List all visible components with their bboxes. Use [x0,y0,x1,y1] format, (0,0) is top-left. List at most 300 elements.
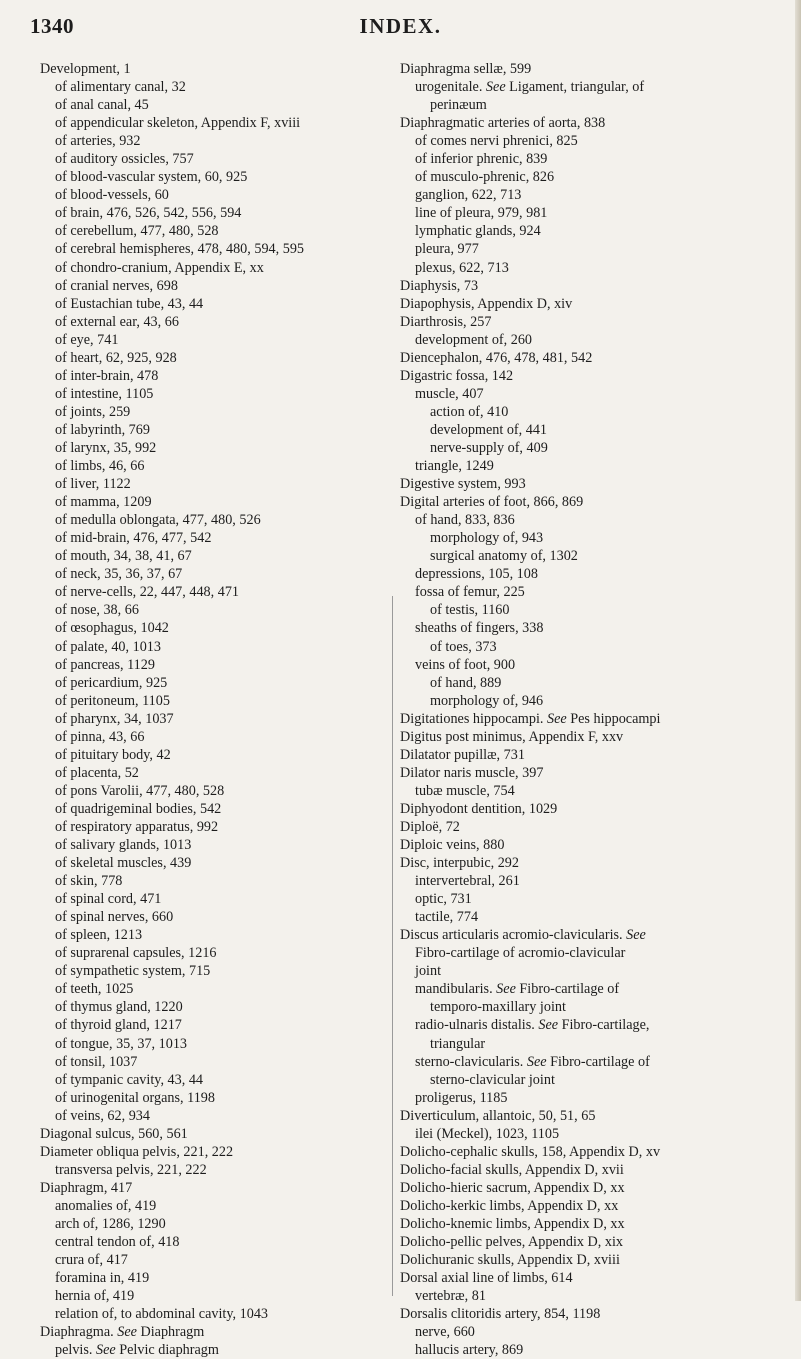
index-entry [400,1287,775,1305]
see-reference: See [496,981,516,998]
index-entry-text: Dolicho-pellic pelves, Appendix D, xix [400,1234,624,1251]
index-entry-text: optic, 731 [415,891,472,908]
index-entry-text: of blood-vascular system, 60, 925 [55,169,248,186]
index-entry-text: intervertebral, 261 [415,873,520,890]
index-entry [40,1125,395,1143]
index-entry-text: hallucis artery, 869 [415,1342,524,1359]
index-entry [40,349,395,367]
index-entry [400,890,775,908]
index-entry-text: of tympanic cavity, 43, 44 [55,1071,204,1088]
index-entry-text: Digastric fossa, 142 [400,367,514,384]
index-entry-text: of œsophagus, 1042 [55,620,169,637]
index-entry [400,132,775,150]
index-entry [400,908,775,926]
index-entry-text: of inter-brain, 478 [55,367,159,384]
index-entry [40,1035,395,1053]
index-entry [40,890,395,908]
index-entry [400,186,775,204]
see-reference: See [538,1017,559,1034]
index-entry-text: action of, 410 [430,403,509,420]
index-entry [40,619,395,637]
index-entry [400,1305,775,1323]
index-entry-text: of joints, 259 [55,403,131,420]
index-entry [40,78,395,96]
index-entry-text: muscle, 407 [415,385,484,402]
index-entry [400,1016,775,1052]
index-entry-text: Digitus post minimus, Appendix F, xxv [400,728,624,745]
index-entry [400,168,775,186]
index-entry [400,1197,775,1215]
index-entry [400,619,775,637]
index-entry [40,421,395,439]
index-entry [40,692,395,710]
index-entry [40,1269,395,1287]
index-entry [400,1179,775,1197]
index-entry-text: Diencephalon, 476, 478, 481, 542 [400,349,593,366]
index-entry [40,277,395,295]
index-entry-text: of respiratory apparatus, 992 [55,818,219,835]
index-entry [40,764,395,782]
index-entry-text: of larynx, 35, 992 [55,439,157,456]
index-entry [400,204,775,222]
index-entry [400,150,775,168]
page-edge [795,0,801,1301]
index-entry-text: development of, 260 [415,331,533,348]
index-entry [40,836,395,854]
index-entry-text: foramina in, 419 [55,1270,150,1287]
index-entry-text: Dolicho-kerkic limbs, Appendix D, xx [400,1197,619,1214]
index-entry-text: of nose, 38, 66 [55,602,139,619]
index-entry-text: of eye, 741 [55,331,119,348]
index-entry-text: veins of foot, 900 [415,656,516,673]
see-target: Pelvic diaphragm [115,1342,219,1359]
index-entry [40,475,395,493]
index-entry-text: tactile, 774 [415,909,479,926]
index-entry-text: of Eustachian tube, 43, 44 [55,295,204,312]
index-entry-text: of tonsil, 1037 [55,1053,138,1070]
index-entry [40,150,395,168]
page-number: 1340 [30,14,74,38]
index-entry-text: Development, 1 [40,61,131,77]
index-entry-text: morphology of, 946 [430,692,544,709]
index-entry [400,511,775,529]
index-entry-text: of pharynx, 34, 1037 [55,710,174,727]
see-target: Fibro-cartilage of [546,1053,650,1070]
index-entry [400,1107,775,1125]
index-entry [400,313,775,331]
index-entry-text: Diaphragmatic arteries of aorta, 838 [400,115,606,132]
index-entry [400,764,775,782]
index-entry-text: of inferior phrenic, 839 [415,151,548,168]
index-entry [40,1161,395,1179]
index-entry-text: of spinal nerves, 660 [55,909,174,926]
index-entry-text: morphology of, 943 [430,530,544,547]
index-entry [400,1233,775,1251]
index-entry-text: Dolicho-knemic limbs, Appendix D, xx [400,1216,625,1232]
index-entry [40,1179,395,1197]
index-entry [400,583,775,601]
index-entry-text: of quadrigeminal bodies, 542 [55,800,222,817]
index-entry-text: of medulla oblongata, 477, 480, 526 [55,512,261,529]
index-entry-text: Diverticulum, allantoic, 50, 51, 65 [400,1107,596,1124]
index-entry [40,511,395,529]
index-entry [40,1197,395,1215]
index-entry-text: vertebræ, 81 [415,1288,486,1305]
index-entry-text: urogenitale. [415,79,486,96]
index-entry [400,277,775,295]
index-entry-text: of sympathetic system, 715 [55,963,211,980]
index-entry-text: of pituitary body, 42 [55,746,171,763]
index-entry-text: of pons Varolii, 477, 480, 528 [55,782,225,799]
index-entry-text: of mouth, 34, 38, 41, 67 [55,548,192,565]
index-entry-continuation: sterno-clavicular joint [430,1071,555,1088]
index-entry [400,674,775,692]
index-entry [400,421,775,439]
index-entry [40,1287,395,1305]
see-target: Ligament, triangular, of [505,79,645,96]
index-entry [400,114,775,132]
index-entry [40,204,395,222]
index-entry-text: of palate, 40, 1013 [55,638,161,655]
index-entry [400,656,775,674]
index-entry [400,1251,775,1269]
index-entry [40,493,395,511]
index-entry [40,1251,395,1269]
index-entry [40,96,395,114]
index-entry [400,638,775,656]
index-entry [40,529,395,547]
index-entry-text: central tendon of, 418 [55,1234,180,1251]
index-entry [400,728,775,746]
index-entry-text: Diagonal sulcus, 560, 561 [40,1125,188,1142]
index-entry-text: of limbs, 46, 66 [55,458,145,475]
index-entry [400,980,775,1016]
index-entry-continuation: temporo-maxillary joint [430,999,566,1016]
index-entry-text: of thyroid gland, 1217 [55,1017,182,1034]
index-entry [40,710,395,728]
index-entry-text: of pinna, 43, 66 [55,728,145,745]
index-entry [40,60,395,78]
index-entry-text: development of, 441 [430,421,548,438]
index-entry-text: transversa pelvis, 221, 222 [55,1161,207,1178]
index-entry-text: of cerebellum, 477, 480, 528 [55,223,219,240]
index-entry [40,259,395,277]
index-entry [40,601,395,619]
index-entry [40,962,395,980]
index-entry-text: surgical anatomy of, 1302 [430,548,578,565]
index-entry [40,385,395,403]
index-entry [40,295,395,313]
index-entry [400,403,775,421]
index-entry [40,1305,395,1323]
index-entry [400,60,775,78]
index-entry-text: crura of, 417 [55,1252,128,1269]
index-entry [40,168,395,186]
index-entry [40,1341,395,1359]
index-entry-text: of tongue, 35, 37, 1013 [55,1035,188,1052]
index-entry-text: of toes, 373 [430,638,497,655]
index-entry [40,908,395,926]
index-entry-text: Diploic veins, 880 [400,837,505,854]
index-entry-text: Diaphragma sellæ, 599 [400,61,532,77]
index-entry-text: of thymus gland, 1220 [55,999,183,1016]
index-entry [40,1107,395,1125]
index-entry-text: Digital arteries of foot, 866, 869 [400,494,584,511]
index-entry-text: of teeth, 1025 [55,981,134,998]
index-entry-text: radio-ulnaris distalis. [415,1017,539,1034]
index-entry-text: of labyrinth, 769 [55,421,150,438]
index-entry-text: sheaths of fingers, 338 [415,620,544,637]
index-entry [400,565,775,583]
index-entry [400,1341,775,1359]
index-entry [40,1143,395,1161]
index-entry [400,457,775,475]
index-entry-text: Dorsal axial line of limbs, 614 [400,1270,573,1287]
index-entry [40,782,395,800]
index-entry-text: of hand, 833, 836 [415,512,515,529]
index-entry [40,331,395,349]
index-entry [400,1215,775,1233]
index-entry [40,1233,395,1251]
index-entry-text: Diphyodont dentition, 1029 [400,800,558,817]
see-reference: See [546,710,567,727]
index-entry [400,493,775,511]
index-entry-text: line of pleura, 979, 981 [415,205,548,222]
index-entry-text: Dolicho-hieric sacrum, Appendix D, xx [400,1179,625,1196]
index-entry-text: Dilatator pupillæ, 731 [400,746,525,763]
index-entry-text: of auditory ossicles, 757 [55,151,194,168]
index-entry [40,222,395,240]
index-entry-text: of mid-brain, 476, 477, 542 [55,530,212,547]
index-entry-text: Disc, interpubic, 292 [400,855,519,872]
index-entry [40,403,395,421]
index-entry [400,295,775,313]
index-entry-text: Diapophysis, Appendix D, xiv [400,295,573,312]
see-reference: See [95,1342,116,1359]
index-entry [40,1215,395,1233]
index-entry [40,800,395,818]
index-entry-text: ganglion, 622, 713 [415,187,522,204]
index-entry-text: Diploë, 72 [400,818,460,835]
index-entry-text: of arteries, 932 [55,133,141,150]
index-entry [400,240,775,258]
index-entry-text: of salivary glands, 1013 [55,837,192,854]
see-reference: See [626,927,646,944]
index-entry-text: of neck, 35, 36, 37, 67 [55,566,183,583]
index-entry-text: anomalies of, 419 [55,1197,157,1214]
index-entry [40,547,395,565]
index-entry-continuation: triangular [430,1035,486,1052]
index-entry-text: pelvis. [55,1342,96,1359]
index-entry [40,872,395,890]
index-entry [400,1143,775,1161]
index-entry-text: of pericardium, 925 [55,674,168,691]
index-entry-text: of brain, 476, 526, 542, 556, 594 [55,205,242,222]
index-entry-text: of alimentary canal, 32 [55,79,186,96]
index-entry-text: of liver, 1122 [55,476,131,493]
column-divider [392,596,393,1296]
index-entry-text: of skin, 778 [55,873,123,890]
see-reference: See [117,1324,137,1341]
index-entry-text: of comes nervi phrenici, 825 [415,133,578,150]
index-entry-text: of skeletal muscles, 439 [55,855,192,872]
index-entry [400,475,775,493]
index-entry [400,710,775,728]
index-entry-text: of urinogenital organs, 1198 [55,1089,215,1106]
index-entry [40,998,395,1016]
page-header [0,14,801,48]
index-entry-text: of anal canal, 45 [55,97,149,114]
index-entry [400,1323,775,1341]
index-entry [400,800,775,818]
index-entry-text: nerve, 660 [415,1324,475,1341]
index-entry [400,746,775,764]
index-entry [40,746,395,764]
index-entry-continuation: joint [415,963,442,980]
index-entry-text: of appendicular skeleton, Appendix F, xviii [55,115,301,132]
index-entry [400,601,775,619]
index-entry [400,926,775,980]
index-entry-text: of suprarenal capsules, 1216 [55,945,217,962]
index-entry-text: Dolichuranic skulls, Appendix D, xviii [400,1252,620,1269]
index-entry-text: sterno-clavicularis. [415,1053,527,1070]
index-entry [400,1269,775,1287]
index-entry [400,854,775,872]
index-entry [400,331,775,349]
index-entry [400,439,775,457]
index-entry-text: of placenta, 52 [55,764,139,781]
see-reference: See [526,1053,547,1070]
index-entry-text: Diameter obliqua pelvis, 221, 222 [40,1143,234,1160]
index-entry-text: of hand, 889 [430,674,502,691]
index-entry-text: Dorsalis clitoridis artery, 854, 1198 [400,1306,601,1323]
index-entry [40,367,395,385]
index-entry-text: of veins, 62, 934 [55,1107,150,1124]
index-entry [400,259,775,277]
index-entry [40,114,395,132]
index-entry-text: Digestive system, 993 [400,476,526,493]
index-entry-text: Diaphragma. [40,1324,118,1341]
index-entry-text: proligerus, 1185 [415,1089,508,1106]
index-entry [400,529,775,547]
see-target: Fibro-cartilage of [515,981,620,998]
index-entry-text: Diarthrosis, 257 [400,313,492,330]
index-entry [400,836,775,854]
index-entry-text: Diaphysis, 73 [400,277,479,294]
index-entry-text: tubæ muscle, 754 [415,782,515,799]
index-entry-text: of intestine, 1105 [55,385,154,402]
index-entry-text: depressions, 105, 108 [415,566,538,583]
index-entry-continuation: perinæum [430,97,487,114]
index-entry-text: plexus, 622, 713 [415,259,509,276]
index-entry [40,132,395,150]
index-entry-text: of chondro-cranium, Appendix E, xx [55,259,264,276]
index-entry-text: pleura, 977 [415,241,479,258]
index-entry-text: of nerve-cells, 22, 447, 448, 471 [55,584,240,601]
index-entry [40,583,395,601]
index-entry [40,674,395,692]
index-entry-text: Dolicho-cephalic skulls, 158, Appendix D, xv [400,1143,661,1160]
index-entry [40,818,395,836]
index-entry-text: of peritoneum, 1105 [55,692,170,709]
index-entry [40,313,395,331]
index-entry-text: nerve-supply of, 409 [430,439,548,456]
index-entry [400,872,775,890]
index-entry-text: Dolicho-facial skulls, Appendix D, xvii [400,1161,624,1178]
index-entry-text: Dilator naris muscle, 397 [400,764,544,781]
index-entry-text: of testis, 1160 [430,602,510,619]
index-entry [40,944,395,962]
index-column-right [400,60,775,1359]
index-entry-text: of cerebral hemispheres, 478, 480, 594, 595 [55,241,305,258]
index-entry [400,222,775,240]
index-entry [40,1053,395,1071]
index-entry [40,926,395,944]
index-entry [40,980,395,998]
index-entry-text: ilei (Meckel), 1023, 1105 [415,1125,560,1142]
index-entry [400,1161,775,1179]
index-entry [40,638,395,656]
index-entry [40,1323,395,1341]
index-entry [400,547,775,565]
index-entry-text: of external ear, 43, 66 [55,313,179,330]
index-entry-text: Diaphragm, 417 [40,1179,133,1196]
index-entry-text: mandibularis. [415,981,497,998]
index-entry [400,1125,775,1143]
see-reference: See [485,79,506,96]
index-entry [40,186,395,204]
index-entry-text: of spleen, 1213 [55,927,143,944]
index-entry [400,782,775,800]
index-entry [400,1053,775,1089]
index-entry-text: triangle, 1249 [415,458,494,475]
index-entry [400,349,775,367]
index-entry-text: of spinal cord, 471 [55,891,162,908]
index-entry [40,1071,395,1089]
index-entry-text: lymphatic glands, 924 [415,223,541,240]
index-entry [40,565,395,583]
index-column-left [40,60,395,1359]
see-target: Diaphragm [136,1324,205,1341]
index-entry-text: Digitationes hippocampi. [400,710,547,727]
index-entry [400,367,775,385]
index-entry [400,692,775,710]
index-entry-text: of pancreas, 1129 [55,656,155,673]
index-entry-text: hernia of, 419 [55,1288,135,1305]
index-entry-continuation: Fibro-cartilage of acromio-clavicular [415,945,626,962]
index-entry-text: relation of, to abdominal cavity, 1043 [55,1306,269,1323]
index-entry [40,457,395,475]
index-entry [400,78,775,114]
index-entry [40,439,395,457]
index-entry [400,385,775,403]
index-entry-text: of musculo-phrenic, 826 [415,169,555,186]
running-head: INDEX. [359,14,442,38]
index-entry-text: arch of, 1286, 1290 [55,1216,166,1232]
index-entry [40,240,395,258]
see-target: Fibro-cartilage, [558,1017,650,1034]
index-entry [400,1089,775,1107]
index-entry [40,728,395,746]
index-entry-text: of blood-vessels, 60 [55,187,169,204]
see-target: Pes hippocampi [566,710,661,727]
index-entry [40,1089,395,1107]
index-entry [400,818,775,836]
index-entry-text: of cranial nerves, 698 [55,277,178,294]
index-entry [40,854,395,872]
index-entry [40,1016,395,1034]
index-entry-text: fossa of femur, 225 [415,584,525,601]
